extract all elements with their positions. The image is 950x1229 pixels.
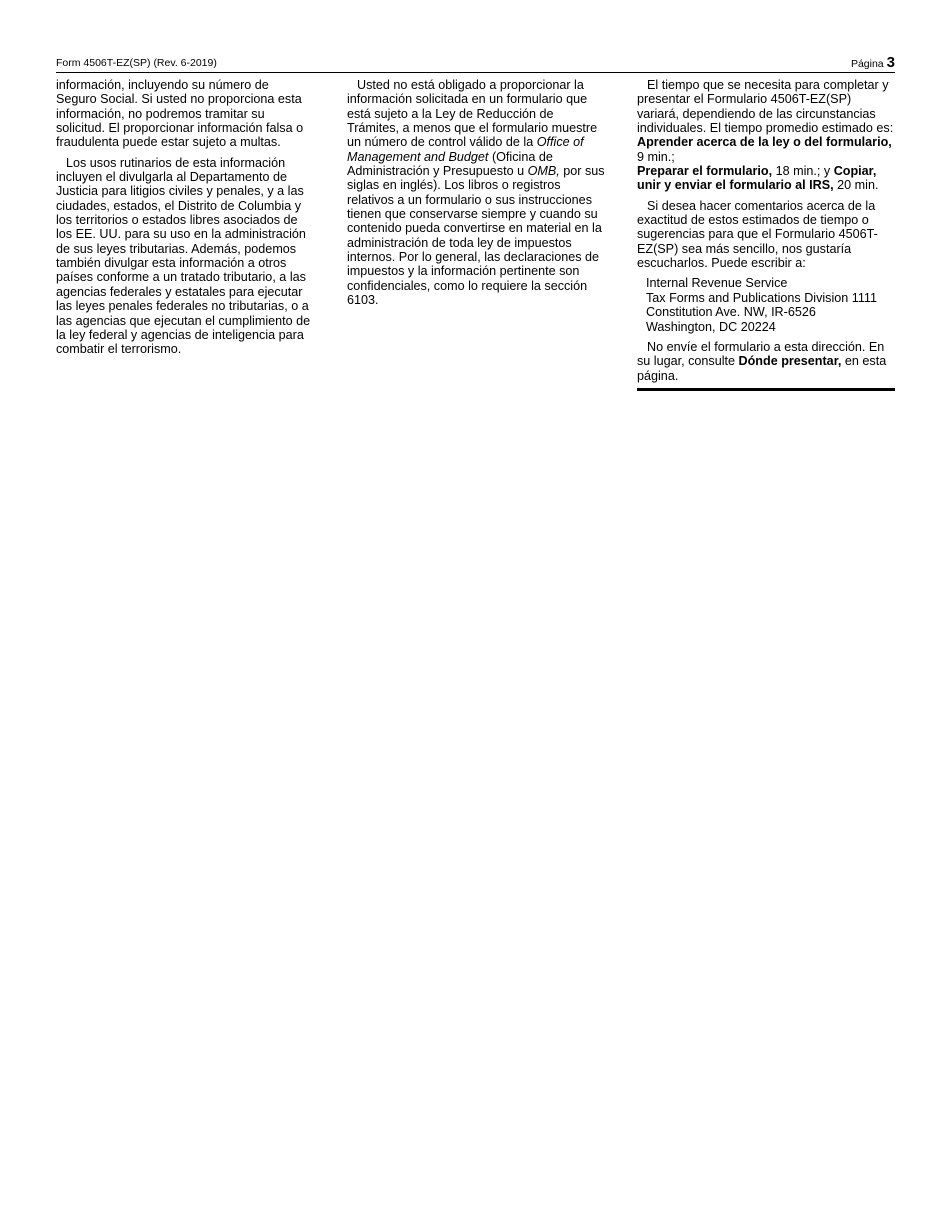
omb-abbreviation: OMB, (527, 164, 560, 179)
do-not-send-paragraph: No envíe el formulario a esta dirección. En su lugar, consulte Dónde presentar, en esta página. (637, 339, 887, 383)
form-identifier: Form 4506T-EZ(SP) (Rev. 6-2019) (56, 57, 217, 69)
page-label: Página (850, 58, 884, 70)
time-estimate-paragraph: El tiempo que se necesita para completar y presentar el Formulario 4506T-EZ(SP) variará, dependiendo de las circunstancias individuales. El tiempo promedio estimado es: Aprender acerca de la ley o del formulario, 9 min.; Preparar el formulario, 18 min.; y Copiar, unir y enviar el formulario al IRS, 20 min. (637, 78, 894, 193)
where-to-file-reference: Dónde presentar, (738, 354, 842, 369)
page-number (851, 54, 895, 71)
learn-label: Aprender acerca de la ley o del formulario, (637, 135, 892, 150)
column-3 (637, 78, 895, 389)
prepare-label: Preparar el formulario, (637, 164, 773, 179)
address-line: Constitution Ave. NW, IR-6526 (646, 305, 816, 320)
page-header (56, 54, 895, 74)
paperwork-reduction-paragraph: Usted no está obligado a proporcionar la información solicitada en un formulario que está sujeto a la Ley de Reducción de Trámites, a menos que el formulario muestre un número de control válido de la Office of Management and Budget (Oficina de Administración y Presupuesto u OMB, por sus siglas en inglés). Los libros o registros relativos a un formulario o sus instrucciones tienen que conservarse siempre y cuando su contenido pueda convertirse en material en la administración de toda ley de impuestos internos. Por lo general, las declaraciones de impuestos y la información pertinente son confidenciales, como lo requiere la sección 6103. (347, 78, 605, 308)
irs-mailing-address (646, 276, 895, 333)
page-number-value: 3 (886, 54, 895, 71)
omb-italic-name: Office of Management and Budget (347, 135, 584, 164)
address-line: Internal Revenue Service (646, 276, 788, 291)
routine-uses-paragraph: Los usos rutinarios de esta información incluyen el divulgarla al Departamento de Justicia para litigios civiles y penales, y a las ciudades, estados, el Distrito de Columbia y los territorios o estados libres asociados de los EE. UU. para su uso en la administración de sus leyes tributarias. Además, podemos también divulgar esta información a otros países conforme a un tratado tributario, a las agencias federales y estatales para ejecutar las leyes penales federales no tributarias, o a las agencias que ejecutan el cumplimiento de la ley federal y agencias de inteligencia para combatir el terrorismo. (56, 155, 311, 357)
column-2 (347, 78, 605, 314)
column-1 (56, 78, 312, 363)
address-line: Washington, DC 20224 (646, 319, 776, 334)
end-of-form-rule (637, 388, 895, 391)
header-rule (56, 72, 895, 73)
privacy-continued-paragraph: información, incluyendo su número de Seguro Social. Si usted no proporciona esta información, no podremos tramitar su solicitud. El proporcionar información falsa o fraudulenta puede estar sujeto a multas. (56, 78, 304, 150)
address-line: Tax Forms and Publications Division 1111 (646, 290, 877, 305)
copy-label: Copiar, unir y enviar el formulario al IRS, (637, 164, 877, 193)
comments-paragraph: Si desea hacer comentarios acerca de la exactitud de estos estimados de tiempo o sugerencias para que el Formulario 4506T-EZ(SP) sea más sencillo, nos gustaría escucharlos. Puede escribir a: (637, 198, 878, 271)
